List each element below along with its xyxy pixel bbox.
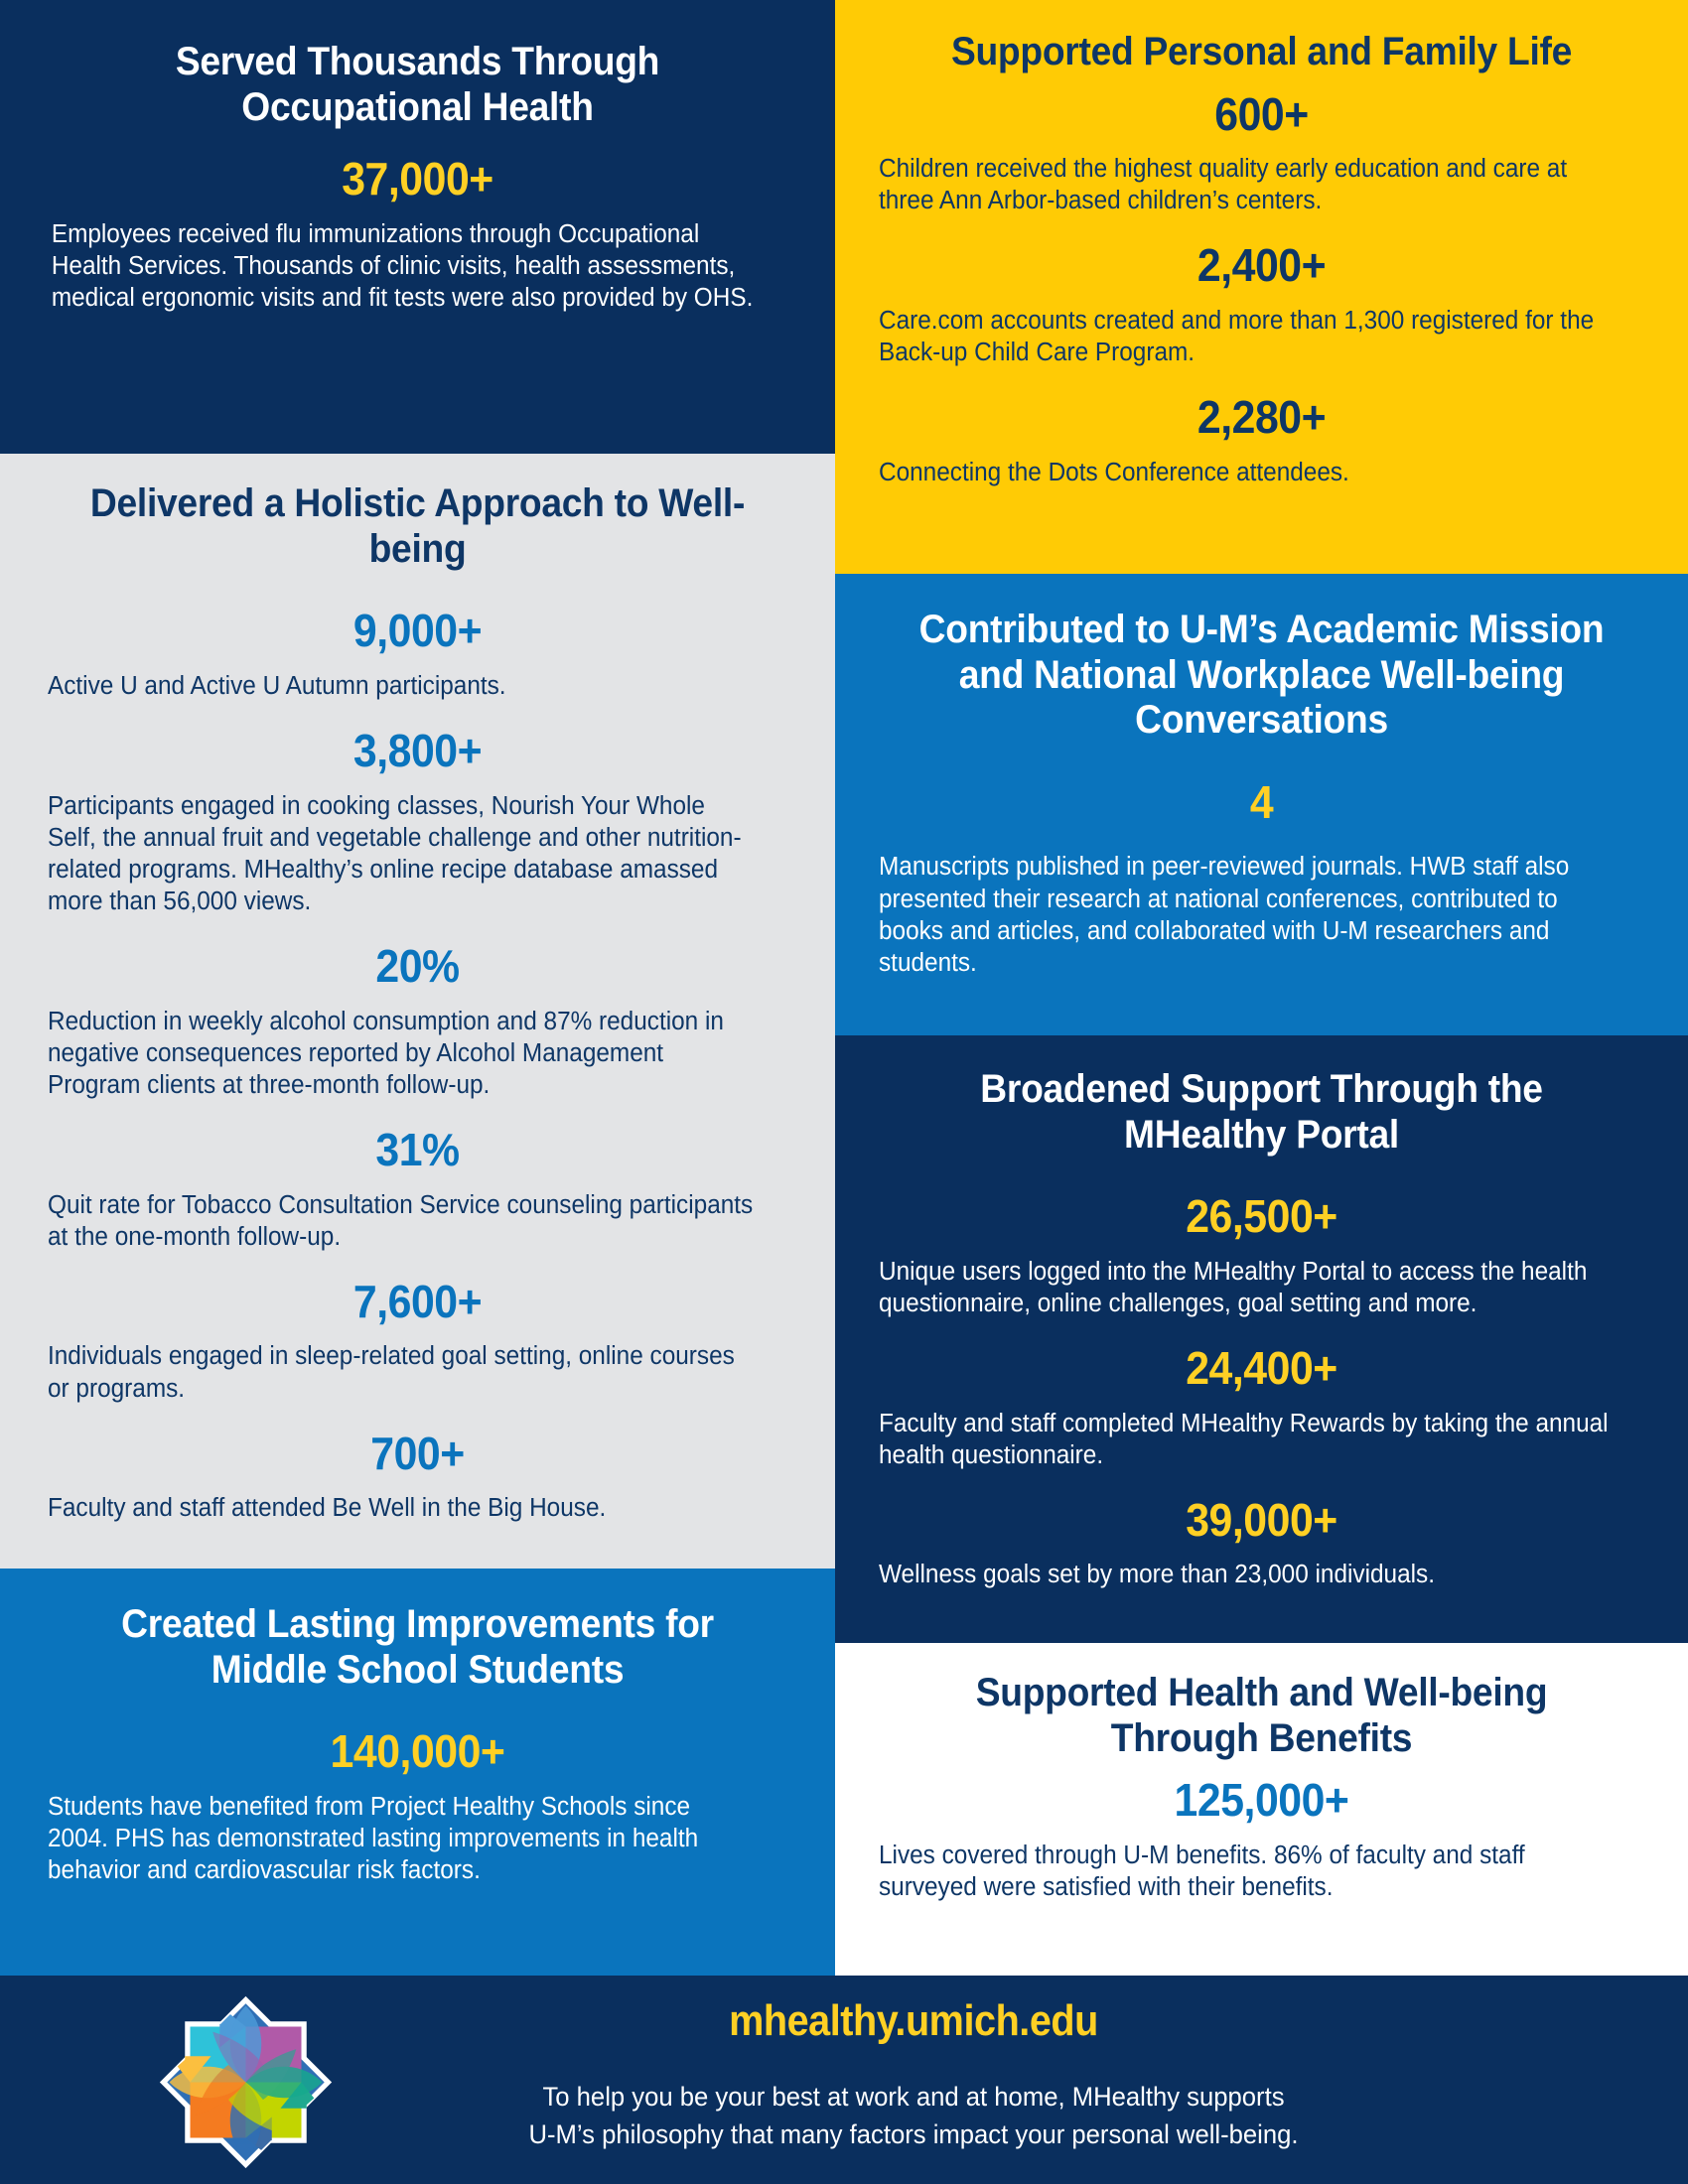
spacer [48, 1101, 787, 1125]
panel-mhealthy-portal-heading: Broadened Support Through the MHealthy Portal [980, 1067, 1543, 1157]
spacer [48, 1478, 787, 1492]
spacer [879, 368, 1644, 392]
spacer [48, 776, 787, 790]
stat-value-3800: 3,800+ [352, 724, 483, 776]
stat-value-700: 700+ [370, 1427, 465, 1479]
spacer [48, 1175, 787, 1189]
spacer [879, 139, 1644, 153]
spacer [879, 443, 1644, 457]
stat-value-2280: 2,280+ [1196, 391, 1327, 444]
panel-benefits [835, 1643, 1688, 1976]
spacer [48, 1777, 787, 1791]
spacer [48, 1326, 787, 1340]
panel-academic-mission [835, 574, 1688, 1035]
spacer [879, 827, 1644, 851]
panel-academic-mission-heading: Contributed to U-M’s Academic Mission and National Workplace Well-being Conversations [918, 608, 1605, 743]
footer-inner [0, 1976, 1688, 2184]
spacer [879, 1761, 1644, 1775]
footer-tagline-line-1: To help you be your best at work and at home, MHealthy supports [542, 2082, 1285, 2112]
stat-description-7600: Individuals engaged in sleep-related goal setting, online courses or programs. [48, 1342, 735, 1403]
panel-occupational-health-heading: Served Thousands Through Occupational Health [175, 40, 660, 129]
spacer [879, 1319, 1644, 1343]
stat-value-600: 600+ [1214, 87, 1309, 140]
mhealthy-pinwheel-star-logo [159, 1995, 333, 2169]
spacer [48, 205, 787, 218]
stat-value-140000: 140,000+ [330, 1725, 505, 1778]
stat-description-2400: Care.com accounts created and more than 1,300 registered for the Back-up Child Care Program. [879, 307, 1595, 367]
panel-middle-school [0, 1569, 835, 1976]
spacer [879, 291, 1644, 305]
stat-description-20pct: Reduction in weekly alcohol consumption and 87% reduction in negative consequences reported by Alcohol Management Program clients at three-month follow-up. [48, 1007, 724, 1099]
stat-value-2400: 2,400+ [1196, 239, 1327, 292]
panel-well-being [0, 454, 835, 1569]
spacer [879, 1242, 1644, 1256]
stat-value-20pct: 20% [375, 940, 460, 992]
panel-family-life [835, 0, 1688, 574]
spacer [48, 1693, 787, 1726]
stat-value-125000: 125,000+ [1174, 1774, 1349, 1827]
footer-website-link[interactable]: mhealthy.umich.edu [729, 1996, 1098, 2045]
stat-value-4: 4 [1249, 775, 1274, 828]
stat-value-7600: 7,600+ [352, 1275, 483, 1327]
panel-well-being-heading: Delivered a Holistic Approach to Well-being [89, 481, 746, 571]
stat-description-125000: Lives covered through U-M benefits. 86% of faculty and staff surveyed were satisfied with their benefits. [879, 1841, 1525, 1901]
stat-description-4: Manuscripts published in peer-reviewed journals. HWB staff also presented their research at national conferences, contributed to books and articles, and collaborated with U-M researchers and students. [879, 853, 1570, 977]
footer-text-block [417, 1996, 1410, 2154]
stat-description-39000: Wellness goals set by more than 23,000 individuals. [879, 1561, 1435, 1589]
stat-value-37000: 37,000+ [342, 153, 493, 205]
spacer [879, 1158, 1644, 1191]
spacer [48, 656, 787, 670]
spacer [48, 992, 787, 1006]
stat-description-3800: Participants engaged in cooking classes, Nourish Your Whole Self, the annual fruit and vegetable challenge and other nutrition-related programs. MHealthy’s online recipe database amassed more than 56,000 views. [48, 791, 742, 915]
panel-family-life-heading: Supported Personal and Family Life [950, 30, 1573, 73]
spacer [48, 702, 787, 726]
stat-value-9000: 9,000+ [352, 605, 483, 657]
spacer [879, 1471, 1644, 1495]
stat-description-2280: Connecting the Dots Conference attendees. [879, 458, 1349, 486]
stat-value-39000: 39,000+ [1186, 1493, 1337, 1546]
spacer [879, 1545, 1644, 1559]
spacer [48, 1405, 787, 1429]
spacer [48, 1253, 787, 1277]
stat-description-26500: Unique users logged into the MHealthy Portal to access the health questionnaire, online challenges, goal setting and more. [879, 1257, 1588, 1317]
footer-tagline-line-2: U-M’s philosophy that many factors impact your personal well-being. [528, 2118, 1299, 2149]
stat-description-31pct: Quit rate for Tobacco Consultation Service counseling participants at the one-month follow-up. [48, 1190, 754, 1251]
stat-value-24400: 24,400+ [1186, 1342, 1337, 1395]
spacer [879, 216, 1644, 240]
spacer [48, 917, 787, 941]
footer [0, 1976, 1688, 2184]
stat-description-9000: Active U and Active U Autumn participants. [48, 671, 506, 700]
stat-description-700: Faculty and staff attended Be Well in the Big House. [48, 1494, 607, 1523]
spacer [48, 572, 787, 606]
panel-benefits-heading: Supported Health and Well-being Through Benefits [975, 1671, 1548, 1760]
stat-value-26500: 26,500+ [1186, 1190, 1337, 1243]
spacer [879, 1394, 1644, 1408]
spacer [879, 1826, 1644, 1840]
panel-mhealthy-portal [835, 1035, 1688, 1643]
spacer [879, 744, 1644, 777]
spacer [48, 130, 787, 154]
panel-occupational-health [0, 0, 835, 454]
stat-value-31pct: 31% [375, 1123, 460, 1175]
stat-description-600: Children received the highest quality early education and care at three Ann Arbor-based children’s centers. [879, 155, 1568, 215]
stat-description-140000: Students have benefited from Project Healthy Schools since 2004. PHS has demonstrated lasting improvements in health behavior and cardiovascular risk factors. [48, 1792, 699, 1885]
stat-description-37000: Employees received flu immunizations through Occupational Health Services. Thousands of clinic visits, health assessments, medical ergonomic visits and fit tests were also provided by OHS. [51, 219, 754, 313]
footer-tagline [442, 2079, 1385, 2154]
panel-middle-school-heading: Created Lasting Improvements for Middle School Students [121, 1602, 714, 1692]
stat-description-24400: Faculty and staff completed MHealthy Rewards by taking the annual health questionnaire. [879, 1409, 1609, 1469]
spacer [879, 75, 1644, 89]
